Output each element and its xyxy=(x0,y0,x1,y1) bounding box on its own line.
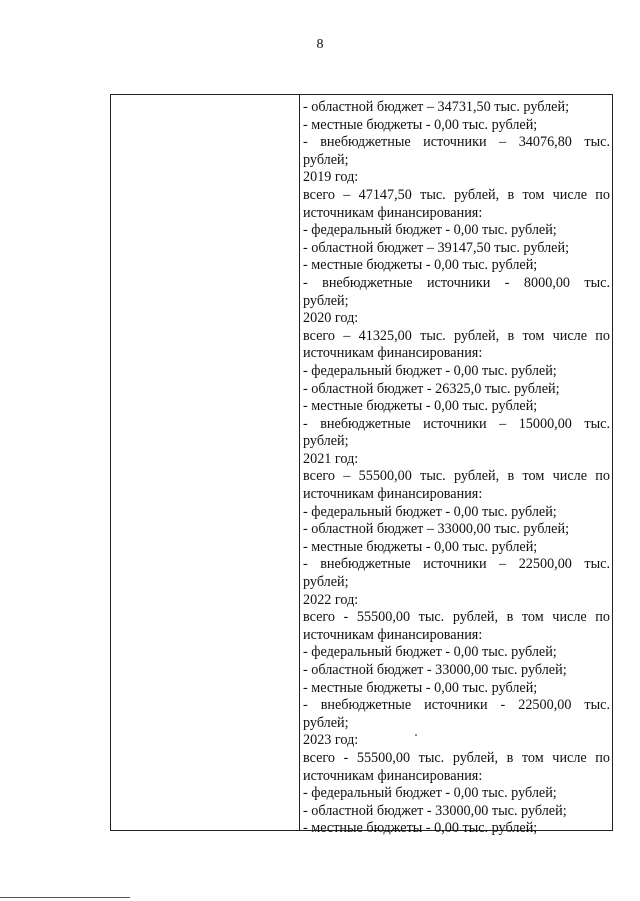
cell-line: всего – 55500,00 тыс. рублей, в том числе по xyxy=(303,468,610,485)
cell-line: - внебюджетные источники - 8000,00 тыс. xyxy=(303,274,610,291)
cell-line: - федеральный бюджет - 0,00 тыс. рублей; xyxy=(303,503,557,520)
scan-speck xyxy=(415,734,417,736)
cell-line: - федеральный бюджет - 0,00 тыс. рублей; xyxy=(303,222,557,239)
cell-line: - внебюджетные источники – 22500,00 тыс. xyxy=(303,556,610,573)
cell-line: - местные бюджеты - 0,00 тыс. рублей; xyxy=(303,257,538,274)
cell-line: - местные бюджеты - 0,00 тыс. рублей; xyxy=(303,116,538,133)
cell-line: - областной бюджет - 33000,00 тыс. рублей; xyxy=(303,802,567,819)
cell-line: - внебюджетные источники - 22500,00 тыс. xyxy=(303,697,610,714)
cell-line: 2020 год: xyxy=(303,310,359,327)
table-right-cell xyxy=(303,99,610,838)
cell-line: - областной бюджет – 34731,50 тыс. рублей; xyxy=(303,99,570,115)
cell-line: - местные бюджеты - 0,00 тыс. рублей; xyxy=(303,679,538,696)
cell-line: источникам финансирования: xyxy=(303,486,483,503)
cell-line: 2023 год: xyxy=(303,732,359,749)
cell-line: - федеральный бюджет - 0,00 тыс. рублей; xyxy=(303,362,557,379)
cell-line: - областной бюджет - 33000,00 тыс. рублей; xyxy=(303,662,567,678)
cell-line: - внебюджетные источники – 34076,80 тыс. xyxy=(303,134,610,151)
cell-line: всего - 55500,00 тыс. рублей, в том числе по xyxy=(303,749,610,766)
table-column-divider xyxy=(299,94,300,831)
cell-line: 2021 год: xyxy=(303,450,359,467)
cell-line: источникам финансирования: xyxy=(303,767,483,784)
cell-line: - федеральный бюджет - 0,00 тыс. рублей; xyxy=(303,785,557,802)
cell-line: рублей; xyxy=(303,292,349,309)
cell-line: источникам финансирования: xyxy=(303,204,483,221)
cell-line: - областной бюджет - 26325,0 тыс. рублей; xyxy=(303,380,560,397)
cell-line: источникам финансирования: xyxy=(303,345,483,362)
cell-line: - местные бюджеты - 0,00 тыс. рублей; xyxy=(303,538,538,555)
cell-line: - федеральный бюджет - 0,00 тыс. рублей; xyxy=(303,644,557,661)
page-number: 8 xyxy=(316,37,324,52)
cell-line: рублей; xyxy=(303,151,349,168)
cell-line: - областной бюджет – 39147,50 тыс. рублей; xyxy=(303,239,570,256)
cell-line: - местные бюджеты - 0,00 тыс. рублей; xyxy=(303,398,538,415)
cell-line: - внебюджетные источники – 15000,00 тыс. xyxy=(303,415,610,432)
footnote-rule xyxy=(0,897,130,898)
cell-line: - местные бюджеты - 0,00 тыс. рублей; xyxy=(303,820,538,837)
cell-line: всего - 55500,00 тыс. рублей, в том числе по xyxy=(303,609,610,626)
cell-line: источникам финансирования: xyxy=(303,626,483,643)
cell-line: - областной бюджет – 33000,00 тыс. рублей; xyxy=(303,521,570,538)
cell-line: рублей; xyxy=(303,714,349,731)
cell-line: 2022 год: xyxy=(303,591,359,608)
cell-line: рублей; xyxy=(303,574,349,591)
cell-line: 2019 год: xyxy=(303,169,359,186)
cell-line: всего – 41325,00 тыс. рублей, в том числе по xyxy=(303,327,610,344)
cell-line: всего – 47147,50 тыс. рублей, в том числе по xyxy=(303,186,610,203)
cell-line: рублей; xyxy=(303,433,349,450)
